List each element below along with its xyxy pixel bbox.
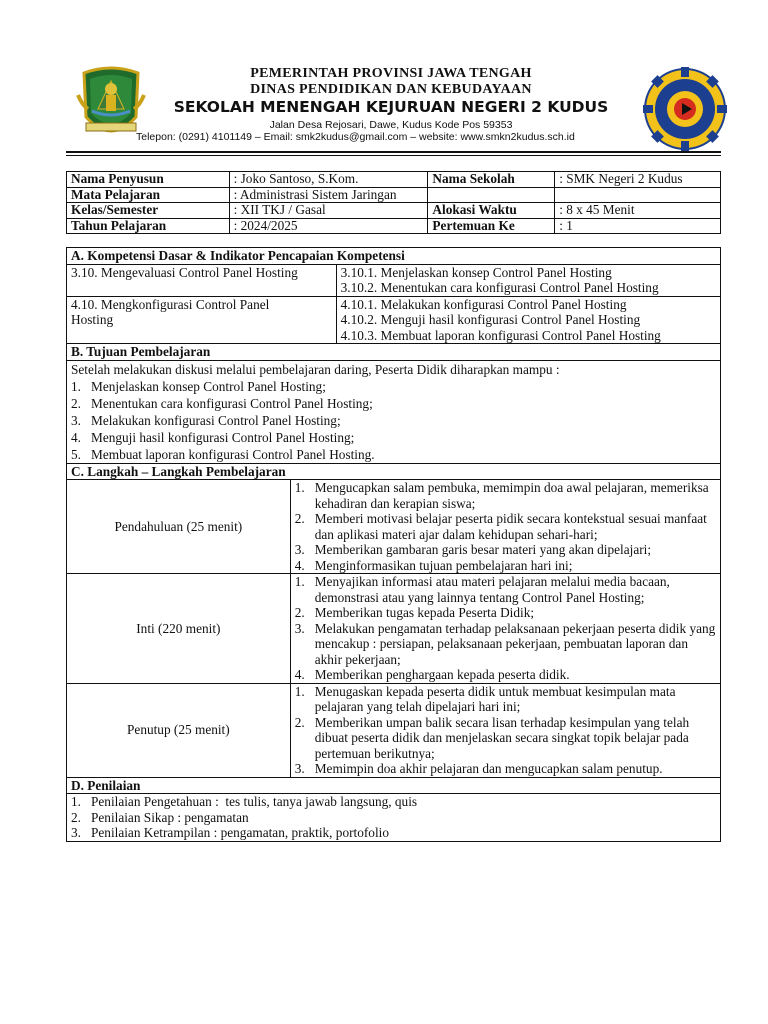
indicator: 4.10.2. Menguji hasil konfigurasi Control Panel Hosting	[340, 312, 641, 327]
letterhead-text	[156, 66, 626, 132]
section-b-title: B. Tujuan Pembelajaran	[67, 344, 721, 361]
item-number: 4.	[71, 429, 81, 445]
item-text: Memberi motivasi belajar peserta pidik secara kontekstual sesuai manfaat dan aplikasi materi ajar dalam kehidupan sehari-hari;	[314, 511, 707, 542]
item-text: Membuat laporan konfigurasi Control Panel Hosting.	[91, 446, 375, 462]
gov-line: PEMERINTAH PROVINSI JAWA TENGAH	[250, 66, 532, 81]
item-number: 3.	[294, 761, 305, 776]
item-text: Menjelaskan konsep Control Panel Hosting;	[91, 378, 326, 394]
section-c-title: C. Langkah – Langkah Pembelajaran	[67, 463, 721, 480]
item-text: Melakukan konfigurasi Control Panel Hosting;	[91, 412, 341, 428]
item-number: 4.	[294, 557, 305, 573]
item-number: 5.	[71, 446, 81, 462]
list-item	[295, 761, 716, 777]
item-text: Penilaian Pengetahuan : tes tulis, tanya jawab langsung, quis	[91, 794, 418, 809]
list-item	[71, 429, 716, 446]
identity-table	[66, 171, 721, 234]
letterhead	[66, 60, 721, 160]
indicator: 4.10.1. Melakukan konfigurasi Control Panel Hosting	[340, 296, 627, 312]
agency-line: DINAS PENDIDIKAN DAN KEBUDAYAAN	[250, 82, 532, 97]
letterhead-rule	[66, 151, 721, 153]
list-item	[295, 574, 716, 605]
list-item	[71, 825, 716, 841]
item-number: 1.	[71, 378, 81, 394]
label-class: Kelas/Semester	[67, 203, 230, 219]
assessment-cell	[67, 794, 721, 842]
item-number: 3.	[294, 620, 305, 636]
list-item	[295, 558, 716, 574]
section-d-header	[67, 777, 721, 794]
school-address: Jalan Desa Rejosari, Dawe, Kudus Kode Pos 59353	[269, 119, 513, 131]
phase-row	[67, 480, 721, 574]
item-text: Memimpin doa akhir pelajaran dan mengucapkan salam penutup.	[314, 761, 663, 776]
item-number: 2.	[294, 714, 305, 730]
list-item	[295, 715, 716, 762]
lesson-plan-table	[66, 247, 721, 842]
item-text: Memberikan umpan balik secara lisan terhadap kesimpulan yang telah dibuat peserta didik dan menjelaskan secara singkat topik belajar pada pertemuan berikutnya;	[314, 714, 690, 761]
item-text: Memberikan gambaran garis besar materi yang akan dipelajari;	[314, 542, 652, 557]
phase-steps	[290, 480, 720, 574]
item-text: Menyajikan informasi atau materi pelajaran melalui media bacaan, demonstrasi atau yang lainnya tentang Control Panel Hosting;	[314, 574, 670, 605]
label-meeting: Pertemuan Ke	[428, 218, 555, 234]
label-school: Nama Sekolah	[428, 172, 555, 188]
label-empty	[428, 187, 555, 203]
value-meeting: : 1	[555, 218, 721, 234]
list-item	[295, 605, 716, 621]
phase-name: Inti (220 menit)	[67, 574, 291, 684]
list-item	[71, 395, 716, 412]
item-number: 4.	[294, 667, 305, 682]
identity-row	[67, 203, 721, 219]
competency-row	[67, 264, 721, 296]
value-school: : SMK Negeri 2 Kudus	[555, 172, 721, 188]
letterhead-rule-thin	[66, 155, 721, 156]
list-item	[71, 810, 716, 826]
list-item	[71, 412, 716, 429]
label-subject: Mata Pelajaran	[67, 187, 230, 203]
list-item	[71, 794, 716, 810]
phase-steps	[290, 683, 720, 777]
item-text: Memberikan tugas kepada Peserta Didik;	[314, 605, 535, 620]
item-number: 3.	[294, 542, 305, 557]
item-text: Menguji hasil konfigurasi Control Panel Hosting;	[91, 429, 355, 445]
list-item	[295, 667, 716, 683]
phase-row	[67, 683, 721, 777]
item-number: 2.	[294, 605, 305, 620]
objectives-list	[71, 378, 716, 463]
school-contact: Telepon: (0291) 4101149 – Email: smk2kudus@gmail.com – website: www.smkn2kudus.sch.id	[136, 131, 575, 143]
list-item	[71, 446, 716, 463]
phase-row	[67, 574, 721, 684]
item-number: 2.	[71, 395, 81, 411]
competency-row	[67, 296, 721, 344]
indicator: 3.10.2. Menentukan cara konfigurasi Control Panel Hosting	[340, 280, 659, 295]
item-number: 2.	[294, 511, 305, 526]
item-text: Menentukan cara konfigurasi Control Panel Hosting;	[91, 395, 373, 411]
item-number: 3.	[71, 825, 81, 840]
steps-list	[295, 480, 716, 573]
value-empty	[555, 187, 721, 203]
item-number: 2.	[71, 809, 81, 825]
steps-list	[295, 684, 716, 777]
section-b-header	[67, 344, 721, 361]
value-class: : XII TKJ / Gasal	[229, 203, 428, 219]
label-year: Tahun Pelajaran	[67, 218, 230, 234]
value-time-allocation: : 8 x 45 Menit	[555, 203, 721, 219]
label-time-allocation: Alokasi Waktu	[428, 203, 555, 219]
objectives-cell	[67, 360, 721, 463]
assessment-list	[71, 794, 716, 841]
item-text: Memberikan penghargaan kepada peserta didik.	[314, 667, 570, 682]
identity-row	[67, 218, 721, 234]
item-text: Penilaian Ketrampilan : pengamatan, praktik, portofolio	[91, 825, 389, 840]
list-item	[295, 684, 716, 715]
item-number: 1.	[294, 574, 305, 589]
assessment-row	[67, 794, 721, 842]
basic-competency: 4.10. Mengkonfigurasi Control Panel Hosting	[67, 296, 337, 344]
basic-competency: 3.10. Mengevaluasi Control Panel Hosting	[67, 264, 337, 296]
phase-name: Pendahuluan (25 menit)	[67, 480, 291, 574]
list-item	[295, 480, 716, 511]
item-number: 1.	[71, 794, 81, 809]
value-subject: : Administrasi Sistem Jaringan	[229, 187, 428, 203]
school-name: SEKOLAH MENENGAH KEJURUAN NEGERI 2 KUDUS	[173, 98, 609, 116]
list-item	[295, 621, 716, 668]
item-text: Menugaskan kepada peserta didik untuk membuat kesimpulan mata pelajaran yang telah dipelajari hari ini;	[314, 683, 676, 714]
item-text: Melakukan pengamatan terhadap pelaksanaan pekerjaan peserta didik yang mencakup : persiapan, pelaksanaan pekerjaan, pembuatan laporan dan akhir pekerjaan;	[314, 620, 716, 667]
section-a-header	[67, 248, 721, 265]
section-a-title: A. Kompetensi Dasar & Indikator Pencapaian Kompetensi	[67, 248, 721, 265]
indicator-cell	[336, 264, 720, 296]
phase-steps	[290, 574, 720, 684]
phase-name: Penutup (25 menit)	[67, 683, 291, 777]
section-d-title: D. Penilaian	[67, 777, 721, 794]
steps-list	[295, 574, 716, 683]
indicator: 3.10.1. Menjelaskan konsep Control Panel Hosting	[340, 264, 612, 280]
item-number: 1.	[294, 683, 305, 699]
list-item	[295, 511, 716, 542]
list-item	[295, 542, 716, 558]
item-text: Mengucapkan salam pembuka, memimpin doa awal pelajaran, memeriksa kehadiran dan kerapian siswa;	[314, 480, 709, 511]
objectives-intro: Setelah melakukan diskusi melalui pembelajaran daring, Peserta Didik diharapkan mampu :	[71, 361, 560, 377]
label-author: Nama Penyusun	[67, 172, 230, 188]
identity-row	[67, 187, 721, 203]
value-author: : Joko Santoso, S.Kom.	[229, 172, 428, 188]
item-number: 1.	[294, 480, 305, 495]
objectives-row	[67, 360, 721, 463]
value-year: : 2024/2025	[229, 218, 428, 234]
item-text: Penilaian Sikap : pengamatan	[91, 809, 249, 825]
item-text: Menginformasikan tujuan pembelajaran hari ini;	[314, 557, 573, 573]
identity-row	[67, 172, 721, 188]
item-number: 3.	[71, 412, 81, 428]
indicator: 4.10.3. Membuat laporan konfigurasi Control Panel Hosting	[340, 327, 661, 343]
school-logo	[641, 65, 729, 153]
list-item	[71, 378, 716, 395]
indicator-cell	[336, 296, 720, 344]
section-c-header	[67, 463, 721, 480]
